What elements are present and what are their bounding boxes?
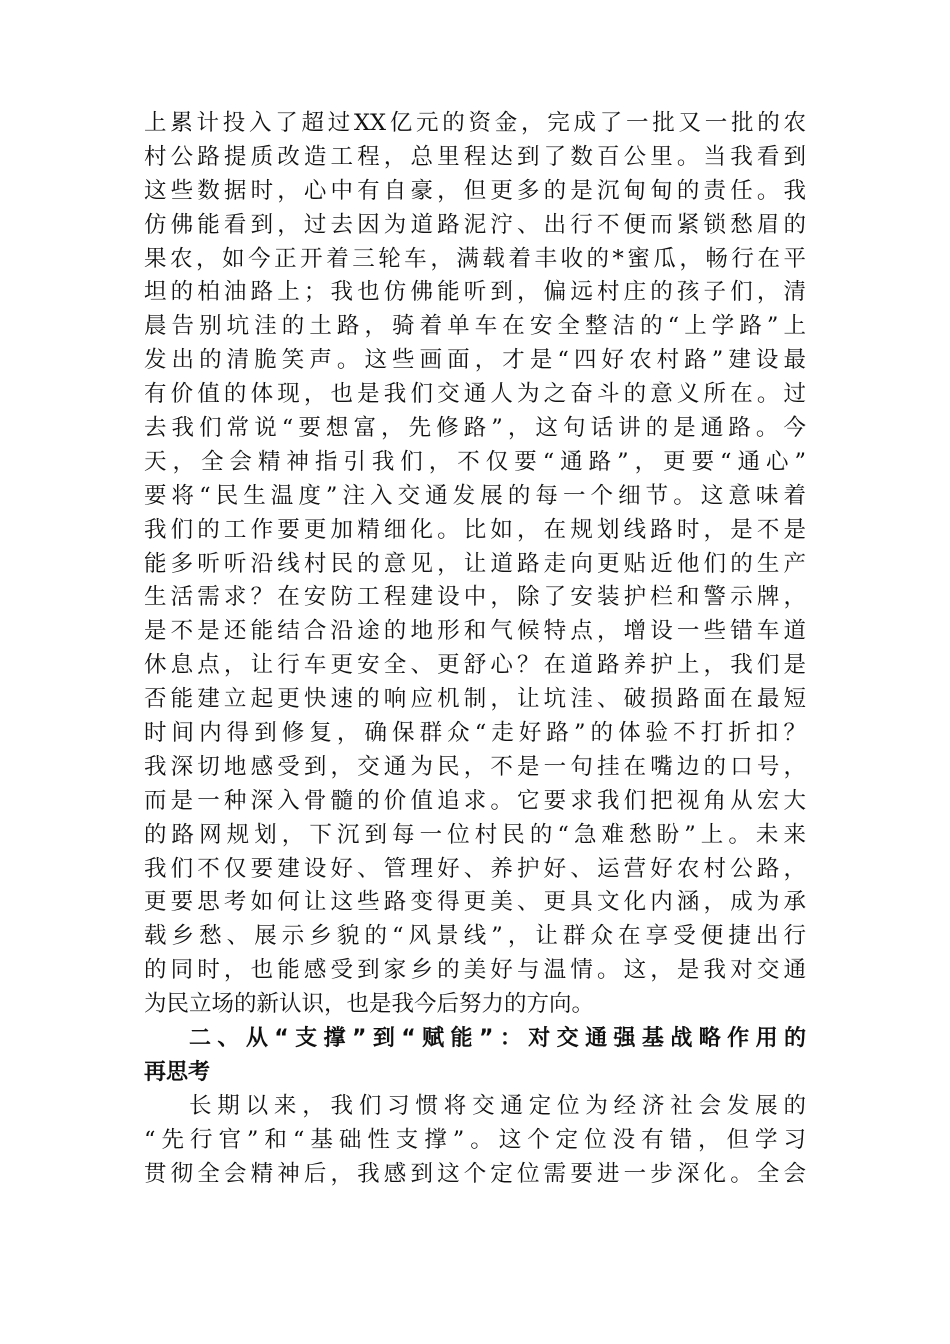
body-text-line: 是不是还能结合沿途的地形和气候特点，增设一些错车道 — [144, 618, 806, 645]
body-text-line: “先行官”和“基础性支撑”。这个定位没有错，但学习 — [144, 1126, 806, 1153]
body-text-line: 我们的工作要更加精细化。比如，在规划线路时，是不是 — [144, 516, 806, 543]
body-text-line: 发出的清脆笑声。这些画面，才是“四好农村路”建设最 — [144, 347, 806, 374]
body-text-line: 贯彻全会精神后，我感到这个定位需要进一步深化。全会 — [144, 1160, 806, 1187]
body-text-line: 时间内得到修复，确保群众“走好路”的体验不打折扣？ — [144, 720, 806, 747]
body-text-line: 能多听听沿线村民的意见，让道路走向更贴近他们的生产 — [144, 550, 806, 577]
body-text-line: 有价值的体现，也是我们交通人为之奋斗的意义所在。过 — [144, 381, 806, 408]
body-text-line: 要将“民生温度”注入交通发展的每一个细节。这意味着 — [144, 482, 806, 509]
body-text-line: 否能建立起更快速的响应机制，让坑洼、破损路面在最短 — [144, 686, 806, 713]
section-heading: 二、从“支撑”到“赋能”：对交通强基战略作用的 — [189, 1026, 806, 1052]
document-page — [144, 107, 806, 1192]
body-text-line: 而是一种深入骨髓的价值追求。它要求我们把视角从宏大 — [144, 787, 806, 814]
body-text-line: 仿佛能看到，过去因为道路泥泞、出行不便而紧锁愁眉的 — [144, 211, 806, 238]
body-text-line: 载乡愁、展示乡貌的“风景线”，让群众在享受便捷出行 — [144, 923, 806, 950]
body-text-line: 晨告别坑洼的土路，骑着单车在安全整洁的“上学路”上 — [144, 313, 806, 340]
section-heading: 再思考 — [144, 1059, 211, 1085]
body-text-line: 长期以来，我们习惯将交通定位为经济社会发展的 — [189, 1092, 806, 1119]
body-text-line: 果农，如今正开着三轮车，满载着丰收的*蜜瓜，畅行在平 — [144, 245, 806, 272]
body-text-line: 休息点，让行车更安全、更舒心？在道路养护上，我们是 — [144, 652, 806, 679]
body-text-line: 我们不仅要建设好、管理好、养护好、运营好农村公路， — [144, 855, 806, 882]
body-text-line: 的路网规划，下沉到每一位村民的“急难愁盼”上。未来 — [144, 821, 806, 848]
body-text-line: 为民立场的新认识，也是我今后努力的方向。 — [144, 991, 595, 1018]
body-text-line: 生活需求？在安防工程建设中，除了安装护栏和警示牌， — [144, 584, 806, 611]
body-text-line: 坦的柏油路上；我也仿佛能听到，偏远村庄的孩子们，清 — [144, 279, 806, 306]
body-text-line: 的同时，也能感受到家乡的美好与温情。这，是我对交通 — [144, 957, 806, 984]
body-text-line: 更要思考如何让这些路变得更美、更具文化内涵，成为承 — [144, 889, 806, 916]
body-text-line: 我深切地感受到，交通为民，不是一句挂在嘴边的口号， — [144, 753, 806, 780]
body-text-line: 上累计投入了超过XX亿元的资金，完成了一批又一批的农 — [144, 110, 806, 136]
body-text-line: 村公路提质改造工程，总里程达到了数百公里。当我看到 — [144, 143, 806, 170]
body-text-line: 去我们常说“要想富，先修路”，这句话讲的是通路。今 — [144, 415, 806, 442]
body-text-line: 这些数据时，心中有自豪，但更多的是沉甸甸的责任。我 — [144, 177, 806, 204]
body-text-line: 天，全会精神指引我们，不仅要“通路”，更要“通心” — [144, 448, 806, 475]
